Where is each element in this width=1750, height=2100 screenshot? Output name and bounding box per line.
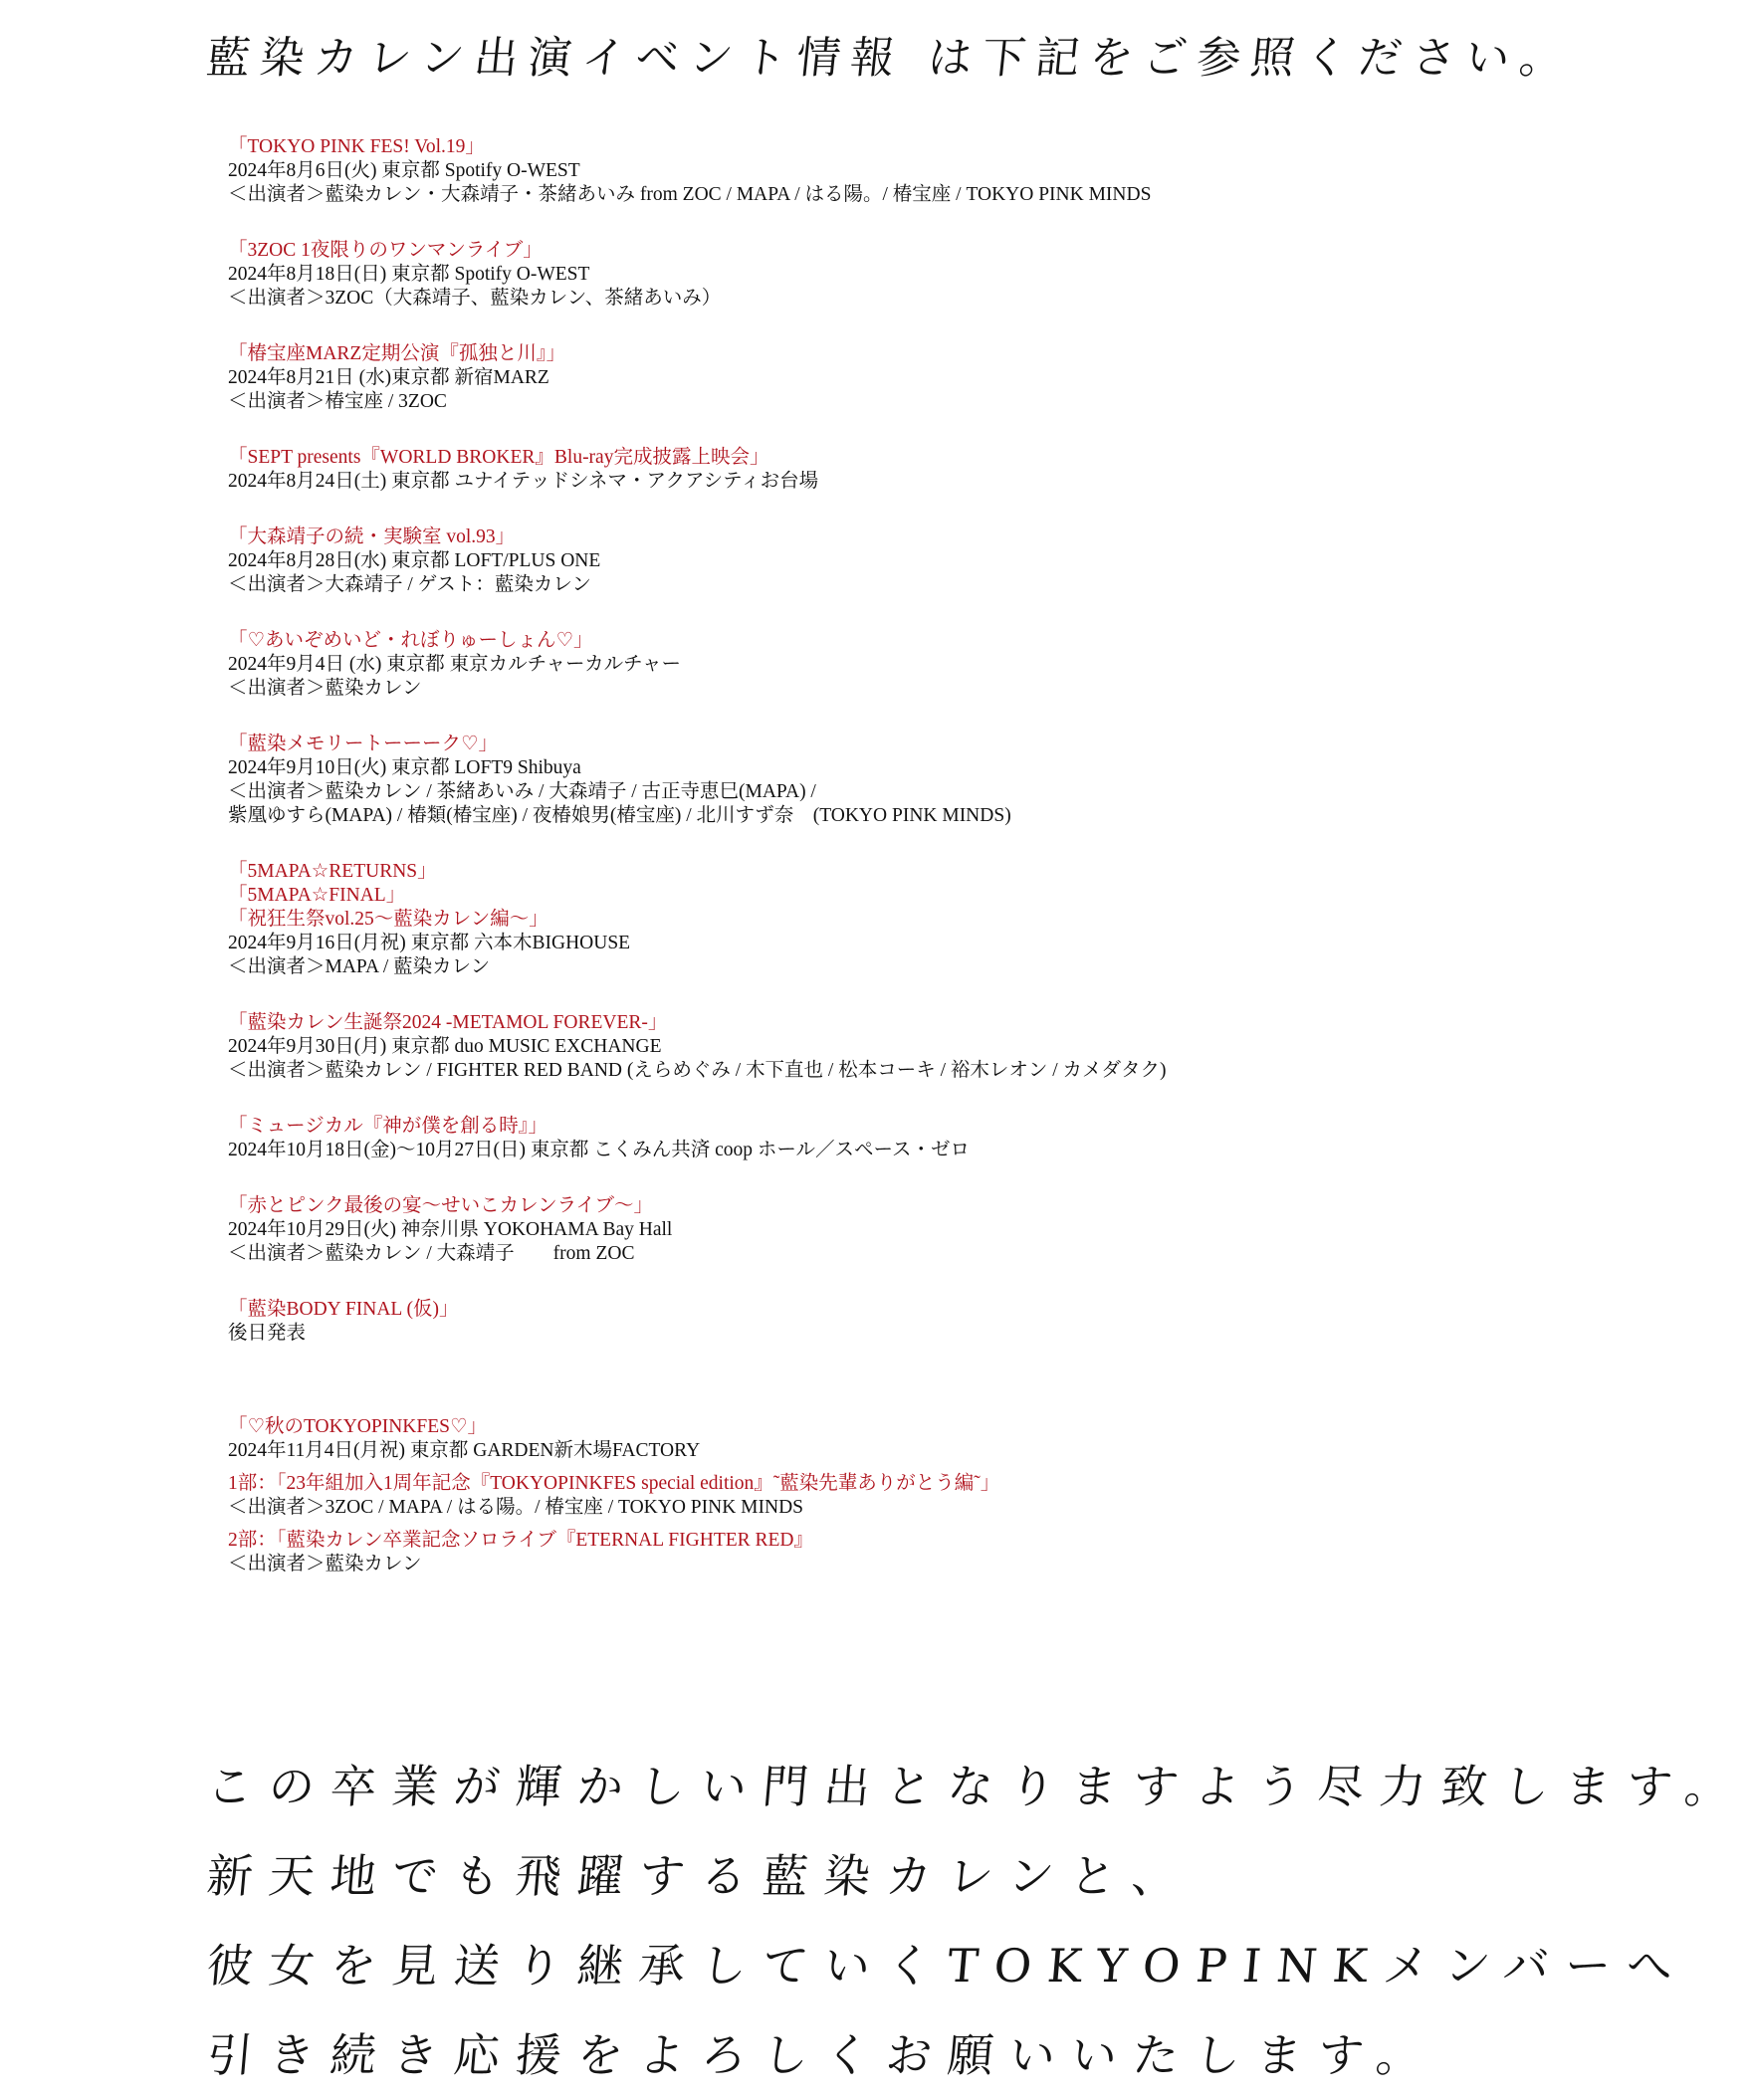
event-detail: ＜出演者＞3ZOC（大森靖子、藍染カレン、茶緒あいみ） <box>228 288 722 309</box>
event-detail: 2024年10月18日(金)〜10月27日(日) 東京都 こくみん共済 coop ホール／スペース・ゼロ <box>228 1140 971 1160</box>
handwritten-header: 藍染カレン出演イベント情報 は下記をご参照ください。 <box>203 33 1577 84</box>
event-detail: 2024年9月16日(月祝) 東京都 六本木BIGHOUSE <box>228 933 631 953</box>
event-title: 「5MAPA☆RETURNS」 <box>228 861 437 882</box>
event-detail: 2024年9月30日(月) 東京都 duo MUSIC EXCHANGE <box>228 1036 662 1057</box>
event-detail: 2024年9月10日(火) 東京都 LOFT9 Shibuya <box>228 757 581 778</box>
closing-line: 新天地でも飛躍する藍染カレンと、 <box>204 1849 1197 1903</box>
part2-title: 2部：「藍染カレン卒業記念ソロライブ『ETERNAL FIGHTER RED』 <box>228 1530 814 1551</box>
event-detail: ＜出演者＞椿宝座 / 3ZOC <box>228 391 447 412</box>
event-title: 「TOKYO PINK FES! Vol.19」 <box>228 136 485 157</box>
event-detail: ＜出演者＞藍染カレン <box>228 678 422 699</box>
closing-line: 引き続き応援をよろしくお願いいたします。 <box>204 2028 1440 2082</box>
event-date: 2024年11月4日(月祝) 東京都 GARDEN新木場FACTORY <box>228 1440 701 1461</box>
event-block <box>228 733 1373 828</box>
event-block <box>228 239 1373 311</box>
event-block <box>228 1115 1373 1162</box>
event-block <box>228 629 1373 701</box>
event-title: 「3ZOC 1夜限りのワンマンライブ」 <box>228 240 543 261</box>
event-detail: 2024年10月29日(火) 神奈川県 YOKOHAMA Bay Hall <box>228 1219 673 1240</box>
event-detail: 紫凰ゆすら(MAPA) / 椿類(椿宝座) / 夜椿娘男(椿宝座) / 北川すず奈 (TOKYO PINK MINDS) <box>228 805 1011 826</box>
event-block <box>228 1194 1373 1266</box>
event-title: 「5MAPA☆FINAL」 <box>228 885 406 906</box>
event-block <box>228 342 1373 414</box>
part1-cast: ＜出演者＞3ZOC / MAPA / はる陽。/ 椿宝座 / TOKYO PINK MINDS <box>228 1497 804 1518</box>
event-detail: ＜出演者＞藍染カレン / 茶緒あいみ / 大森靖子 / 古正寺恵巳(MAPA) / <box>228 781 816 802</box>
closing-line: 彼女を見送り継承していくTOKYOPINKメンバーへ <box>204 1939 1691 1993</box>
event-detail: ＜出演者＞藍染カレン・大森靖子・茶緒あいみ from ZOC / MAPA / はる陽。/ 椿宝座 / TOKYO PINK MINDS <box>228 184 1152 205</box>
event-block <box>228 1011 1373 1083</box>
event-title: 「椿宝座MARZ定期公演『孤独と川』」 <box>228 343 566 364</box>
part2-cast: ＜出演者＞藍染カレン <box>228 1554 422 1575</box>
event-title: 「♡あいぞめいど・れぼりゅーしょん♡」 <box>228 630 593 651</box>
event-title: 「藍染メモリートーーーク♡」 <box>228 734 498 754</box>
event-title: 「祝狂生祭vol.25〜藍染カレン編〜」 <box>228 909 548 930</box>
event-title: 「♡秋のTOKYOPINKFES♡」 <box>228 1416 487 1437</box>
event-detail: 2024年8月21日 (水)東京都 新宿MARZ <box>228 367 549 388</box>
event-title: 「赤とピンク最後の宴〜せいこカレンライブ〜」 <box>228 1195 653 1216</box>
event-detail: 2024年8月28日(水) 東京都 LOFT/PLUS ONE <box>228 550 601 571</box>
event-detail: ＜出演者＞MAPA / 藍染カレン <box>228 956 491 977</box>
event-list <box>228 135 1373 1608</box>
event-detail: ＜出演者＞大森靖子 / ゲスト：藍染カレン <box>228 574 591 595</box>
event-title: 「SEPT presents『WORLD BROKER』Blu-ray完成披露上映会」 <box>228 447 769 468</box>
event-detail: 2024年8月24日(土) 東京都 ユナイテッドシネマ・アクアシティお台場 <box>228 471 819 492</box>
event-detail: ＜出演者＞藍染カレン / 大森靖子 from ZOC <box>228 1243 635 1264</box>
event-block <box>228 446 1373 494</box>
event-title: 「ミュージカル『神が僕を創る時』」 <box>228 1116 547 1137</box>
event-detail: 2024年9月4日 (水) 東京都 東京カルチャーカルチャー <box>228 654 682 675</box>
event-final <box>228 1415 1373 1576</box>
event-detail: 2024年8月6日(火) 東京都 Spotify O-WEST <box>228 160 580 181</box>
closing-line: この卒業が輝かしい門出となりますよう尽力致します。 <box>204 1760 1749 1813</box>
event-block <box>228 135 1373 207</box>
event-title: 「藍染BODY FINAL (仮)」 <box>228 1299 459 1320</box>
event-block <box>228 860 1373 979</box>
part1-title: 1部：「23年組加入1周年記念『TOKYOPINKFES special edition』˜藍染先輩ありがとう編˜」 <box>228 1473 1000 1494</box>
event-detail: ＜出演者＞藍染カレン / FIGHTER RED BAND (えらめぐみ / 木下直也 / 松本コーキ / 裕木レオン / カメダタク) <box>228 1060 1167 1081</box>
handwritten-closing-message <box>204 1742 1749 2100</box>
event-title: 「大森靖子の続・実験室 vol.93」 <box>228 526 516 547</box>
event-block <box>228 1298 1373 1346</box>
event-block <box>228 525 1373 597</box>
event-detail: 後日発表 <box>228 1323 307 1344</box>
event-title: 「藍染カレン生誕祭2024 -METAMOL FOREVER-」 <box>228 1012 668 1033</box>
event-detail: 2024年8月18日(日) 東京都 Spotify O-WEST <box>228 264 590 285</box>
